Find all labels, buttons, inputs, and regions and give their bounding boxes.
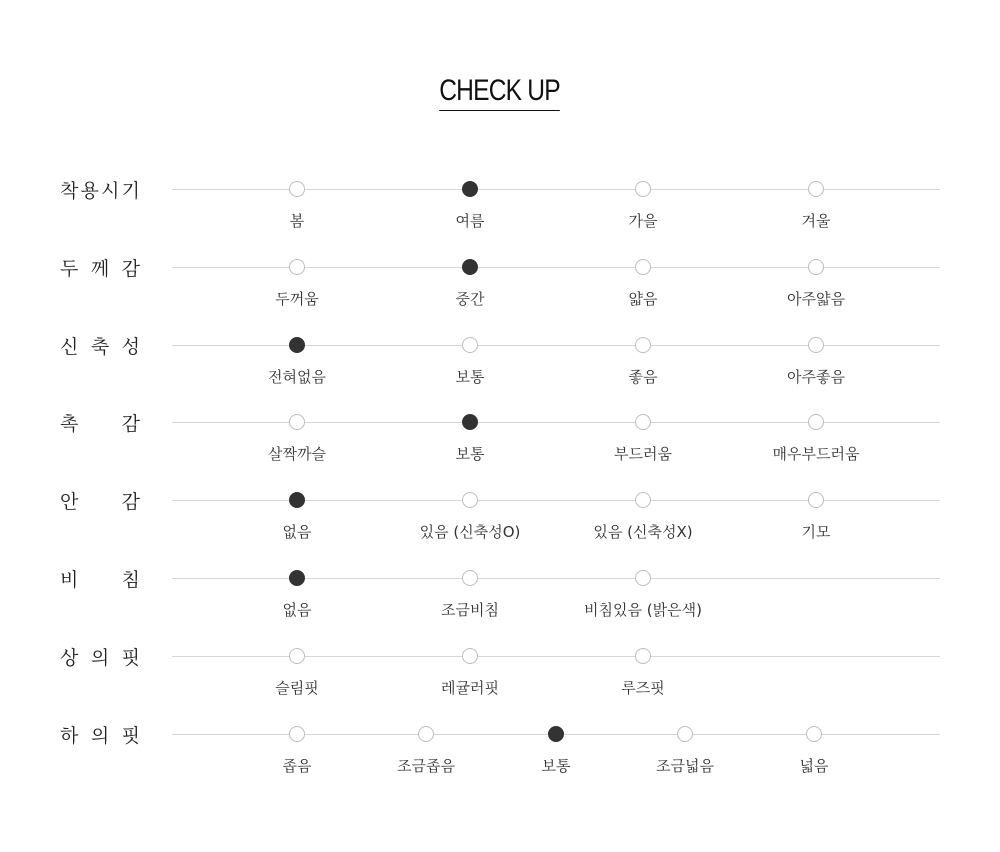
row-label-char: 비 [60, 568, 79, 591]
row-label-char: 기 [121, 179, 140, 202]
radio-empty-icon[interactable] [635, 492, 651, 508]
radio-empty-icon[interactable] [462, 648, 478, 664]
radio-empty-icon[interactable] [808, 259, 824, 275]
radio-selected-icon[interactable] [462, 414, 478, 430]
radio-empty-icon[interactable] [289, 648, 305, 664]
check-row [0, 179, 1000, 249]
option-label: 부드러움 [614, 445, 672, 463]
row-label [60, 566, 140, 590]
radio-empty-icon[interactable] [635, 337, 651, 353]
check-row [0, 412, 1000, 482]
radio-selected-icon[interactable] [289, 337, 305, 353]
row-track-line [172, 267, 940, 268]
row-label-char: 상 [60, 646, 79, 669]
check-row [0, 490, 1000, 560]
option-label: 없음 [282, 523, 312, 541]
row-label-char: 착 [60, 179, 79, 202]
check-row [0, 257, 1000, 327]
check-row [0, 724, 1000, 794]
row-track-line [172, 422, 940, 423]
row-label-char: 하 [60, 724, 79, 747]
row-label [60, 488, 140, 512]
option-label: 여름 [455, 212, 485, 230]
radio-selected-icon[interactable] [289, 492, 305, 508]
row-label [60, 333, 140, 357]
radio-empty-icon[interactable] [289, 726, 305, 742]
option-label: 좁음 [282, 757, 312, 775]
option-label: 아주좋음 [787, 368, 845, 386]
radio-empty-icon[interactable] [635, 414, 651, 430]
radio-empty-icon[interactable] [677, 726, 693, 742]
radio-empty-icon[interactable] [462, 492, 478, 508]
row-label-char: 침 [121, 568, 140, 591]
row-label [60, 410, 140, 434]
radio-empty-icon[interactable] [808, 492, 824, 508]
option-label: 보통 [541, 757, 571, 775]
option-label: 좋음 [628, 368, 658, 386]
check-row [0, 646, 1000, 716]
radio-selected-icon[interactable] [289, 570, 305, 586]
row-label-char: 감 [121, 412, 140, 435]
radio-empty-icon[interactable] [635, 648, 651, 664]
radio-empty-icon[interactable] [289, 181, 305, 197]
option-label: 보통 [455, 445, 485, 463]
row-label-char: 신 [60, 335, 79, 358]
option-label: 레귤러핏 [441, 679, 499, 697]
row-label [60, 177, 140, 201]
row-label-char: 두 [60, 257, 79, 280]
row-label-char: 용 [80, 179, 99, 202]
radio-empty-icon[interactable] [418, 726, 434, 742]
option-label: 조금비침 [441, 601, 499, 619]
row-label-char: 께 [90, 257, 110, 280]
option-label: 조금넓음 [656, 757, 714, 775]
row-track-line [172, 578, 940, 579]
row-track-line [172, 656, 940, 657]
radio-empty-icon[interactable] [635, 570, 651, 586]
row-label-char: 성 [121, 335, 140, 358]
radio-empty-icon[interactable] [635, 181, 651, 197]
option-label: 비침있음 (밝은색) [584, 601, 702, 619]
option-label: 없음 [282, 601, 312, 619]
row-label-char: 촉 [60, 412, 79, 435]
radio-selected-icon[interactable] [548, 726, 564, 742]
option-label: 매우부드러움 [772, 445, 860, 463]
row-label [60, 722, 140, 746]
row-label-char: 안 [60, 490, 79, 513]
row-track-line [172, 345, 940, 346]
option-label: 있음 (신축성X) [593, 523, 693, 541]
radio-empty-icon[interactable] [808, 181, 824, 197]
option-label: 중간 [455, 290, 485, 308]
row-label [60, 644, 140, 668]
row-track-line [172, 189, 940, 190]
row-label-char: 의 [90, 646, 110, 669]
option-label: 기모 [801, 523, 831, 541]
row-label-char: 시 [101, 179, 120, 202]
row-label [60, 255, 140, 279]
row-label-char: 핏 [121, 646, 140, 669]
option-label: 보통 [455, 368, 485, 386]
radio-empty-icon[interactable] [808, 414, 824, 430]
row-label-char: 핏 [121, 724, 140, 747]
radio-empty-icon[interactable] [289, 414, 305, 430]
option-label: 전혀없음 [268, 368, 326, 386]
option-label: 두꺼움 [275, 290, 319, 308]
option-label: 봄 [289, 212, 305, 230]
row-label-char: 의 [90, 724, 110, 747]
option-label: 얇음 [628, 290, 658, 308]
radio-empty-icon[interactable] [806, 726, 822, 742]
row-label-char: 감 [121, 257, 140, 280]
option-label: 있음 (신축성O) [419, 523, 521, 541]
row-label-char: 감 [121, 490, 140, 513]
check-row [0, 568, 1000, 638]
row-track-line [172, 500, 940, 501]
option-label: 가을 [628, 212, 658, 230]
option-label: 슬림핏 [275, 679, 319, 697]
check-up-title [0, 72, 1000, 111]
check-row [0, 335, 1000, 405]
option-label: 겨울 [801, 212, 831, 230]
check-up-title-text: CHECK UP [440, 72, 561, 111]
option-label: 루즈핏 [621, 679, 665, 697]
option-label: 아주얇음 [787, 290, 845, 308]
radio-empty-icon[interactable] [635, 259, 651, 275]
option-label: 살짝까슬 [268, 445, 326, 463]
radio-empty-icon[interactable] [289, 259, 305, 275]
row-label-char: 축 [90, 335, 110, 358]
radio-empty-icon[interactable] [808, 337, 824, 353]
radio-selected-icon[interactable] [462, 259, 478, 275]
radio-empty-icon[interactable] [462, 570, 478, 586]
option-label: 넓음 [799, 757, 829, 775]
option-label: 조금좁음 [397, 757, 455, 775]
radio-selected-icon[interactable] [462, 181, 478, 197]
radio-empty-icon[interactable] [462, 337, 478, 353]
